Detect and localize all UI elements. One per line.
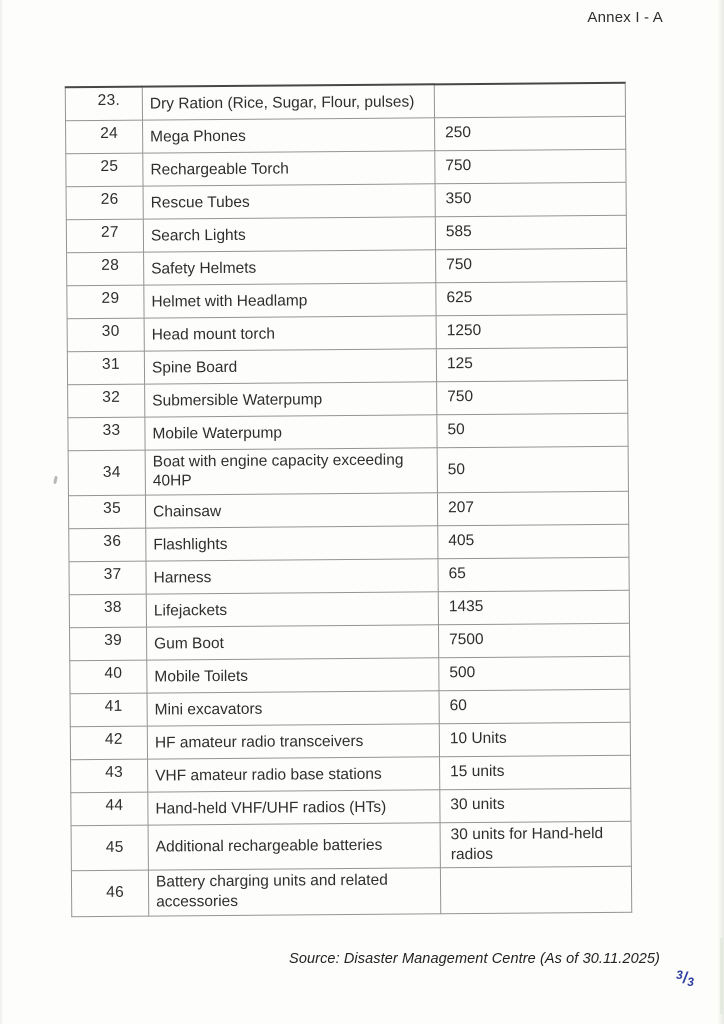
row-item: Gum Boot [146,625,438,660]
row-number: 25 [66,153,143,187]
row-number: 42 [70,726,147,760]
row-number: 31 [67,351,144,385]
row-number: 37 [69,561,146,595]
row-quantity: 30 units for Hand-held radios [440,821,631,867]
page-number [670,970,700,988]
row-item: Helmet with Headlamp [144,282,436,317]
row-item: Boat with engine capacity exceeding 40HP [145,447,437,495]
row-number: 35 [68,495,145,529]
row-number: 38 [69,594,146,628]
row-number: 33 [68,417,145,451]
table-row [67,248,627,285]
page-number-denominator: 3 [687,975,694,989]
table-row [71,788,631,825]
row-quantity: 1435 [438,590,629,624]
table-row [66,116,626,153]
row-number: 39 [70,627,147,661]
row-item: VHF amateur radio base stations [148,757,440,792]
equipment-table [65,82,633,917]
page-edge-left [0,0,3,1024]
row-item: Dry Ration (Rice, Sugar, Flour, pulses) [142,84,434,119]
table-row [70,722,630,759]
row-quantity: 585 [435,215,626,249]
row-quantity: 750 [435,149,626,183]
row-quantity: 65 [438,557,629,591]
row-item: Mobile Waterpump [145,414,437,449]
row-number: 32 [68,384,145,418]
row-number: 44 [71,792,148,826]
row-item: Submersible Waterpump [145,381,437,416]
row-quantity: 625 [436,281,627,315]
scan-artifact [720,938,723,1014]
row-number: 41 [70,693,147,727]
row-item: Mobile Toilets [147,658,439,693]
row-number: 24 [66,120,143,154]
row-item: Rescue Tubes [143,183,435,218]
row-number: 34 [68,450,145,496]
row-number: 27 [66,219,143,253]
row-item: Hand-held VHF/UHF radios (HTs) [148,790,440,825]
row-number: 43 [71,759,148,793]
table-row [71,755,631,792]
row-quantity: 60 [439,689,630,723]
row-item: Mini excavators [147,691,439,726]
row-item: Additional rechargeable batteries [148,823,440,870]
row-number: 29 [67,285,144,319]
row-item: Chainsaw [145,493,437,528]
row-quantity: 125 [436,347,627,381]
table-row [67,347,627,384]
table-row [70,689,630,726]
table-row [67,281,627,318]
table-row [68,446,628,496]
table-row [70,623,630,660]
table-row [65,83,625,120]
row-quantity: 50 [437,413,628,447]
row-number: 30 [67,318,144,352]
row-quantity: 500 [439,656,630,690]
row-item: HF amateur radio transceivers [147,724,439,759]
table-body [65,83,631,917]
table-row [69,557,629,594]
table-row [71,866,631,916]
row-item: Flashlights [146,526,438,561]
table-row [67,314,627,351]
row-number: 26 [66,186,143,220]
page-number-numerator: 3 [676,968,683,982]
row-item: Spine Board [144,348,436,383]
row-number: 45 [71,825,148,871]
table-row [69,590,629,627]
annex-label: Annex I - A [587,9,663,26]
row-number: 23. [65,87,142,121]
row-quantity: 350 [435,182,626,216]
row-item: Search Lights [143,216,435,251]
row-quantity: 405 [438,524,629,558]
row-number: 36 [69,528,146,562]
table-row [66,215,626,252]
scan-artifact [53,476,58,484]
row-item: Lifejackets [146,592,438,627]
row-item: Rechargeable Torch [143,150,435,185]
row-quantity: 50 [437,446,628,493]
row-item: Mega Phones [143,117,435,152]
page-number-slash: / [682,970,688,987]
table-row [69,524,629,561]
row-quantity: 1250 [436,314,627,348]
row-quantity: 10 Units [439,722,630,756]
table-row [68,491,628,528]
row-item: Safety Helmets [144,249,436,284]
page-edge-right [717,0,724,1024]
row-number: 46 [71,870,148,916]
table-row [70,656,630,693]
row-item: Harness [146,559,438,594]
equipment-table-grid [65,82,633,917]
row-item: Head mount torch [144,315,436,350]
row-quantity: 207 [437,491,628,525]
row-quantity: 15 units [440,755,631,789]
row-quantity: 250 [435,116,626,150]
row-quantity: 30 units [440,788,631,822]
table-row [68,380,628,417]
row-number: 28 [67,252,144,286]
table-row [71,821,631,870]
row-quantity [434,83,625,117]
row-quantity: 750 [436,248,627,282]
source-note: Source: Disaster Management Centre (As of 30.11.2025) [289,951,660,967]
row-quantity: 750 [437,380,628,414]
table-row [66,149,626,186]
row-quantity [440,866,631,913]
table-row [66,182,626,219]
row-item: Battery charging units and related accessories [148,868,440,916]
row-quantity: 7500 [438,623,629,657]
row-number: 40 [70,660,147,694]
table-row [68,413,628,450]
